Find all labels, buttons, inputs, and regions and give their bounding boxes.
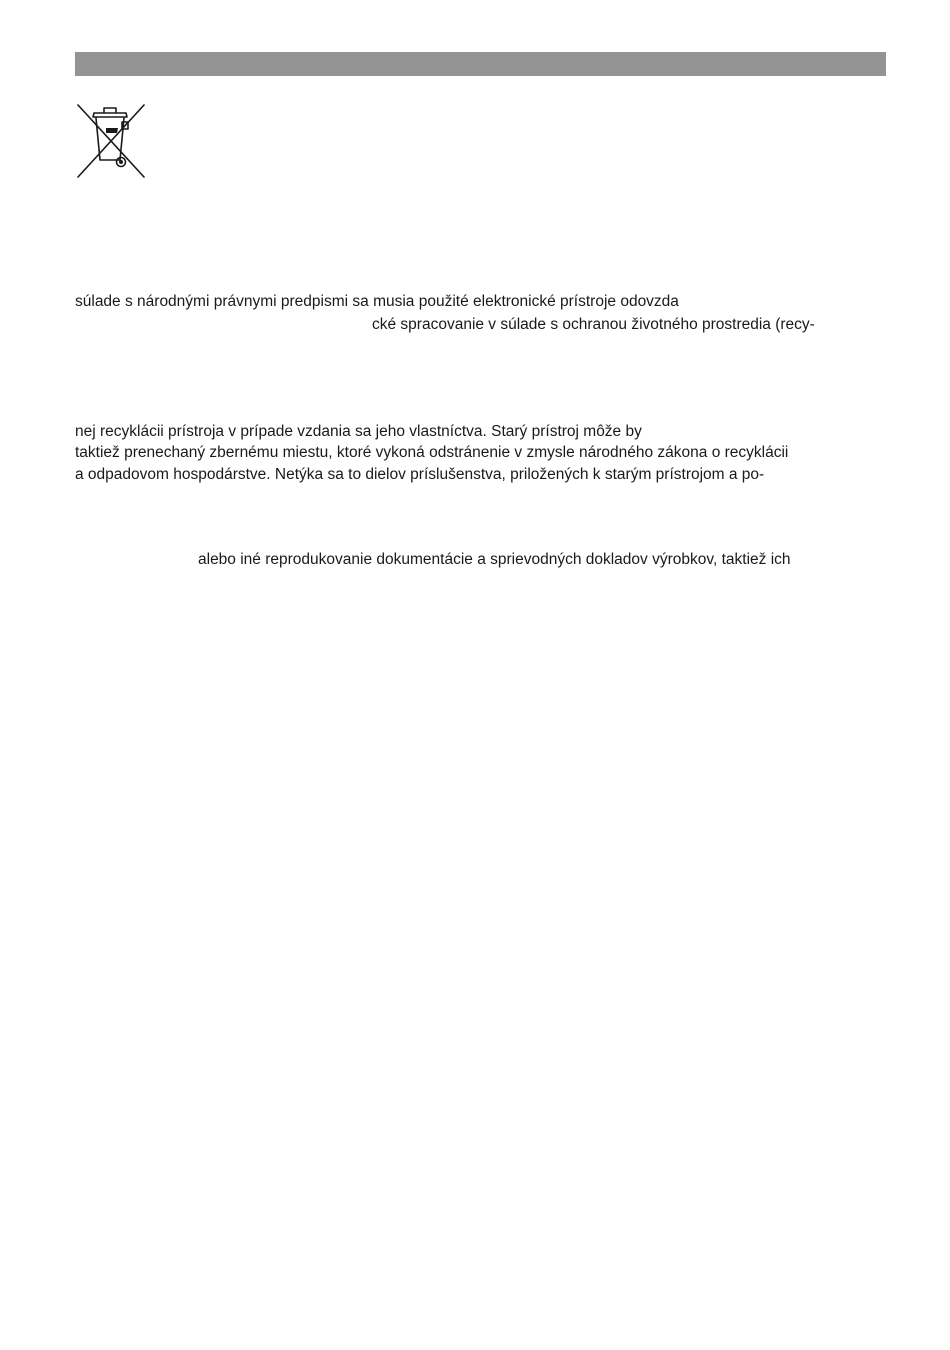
disposal-text-line: cké spracovanie v súlade s ochranou životného prostredia (recy- [372,316,815,333]
disposal-text-line: súlade s národnými právnymi predpismi sa musia použité elektronické prístroje odovzda [75,293,679,310]
section-header-bar [75,52,886,76]
disposal-text-line: taktiež prenechaný zbernému miestu, ktoré vykoná odstránenie v zmysle národného zákona o recyklácii [75,444,789,461]
disposal-text-line: nej recyklácii prístroja v prípade vzdania sa jeho vlastníctva. Starý prístroj môže by [75,423,642,440]
crossed-out-wheelie-bin-icon [75,102,147,180]
disposal-text-line: a odpadovom hospodárstve. Netýka sa to dielov príslušenstva, priložených k starým prístrojom a po- [75,466,765,483]
copyright-text-line: alebo iné reprodukovanie dokumentácie a sprievodných dokladov výrobkov, taktiež ich [198,551,791,568]
